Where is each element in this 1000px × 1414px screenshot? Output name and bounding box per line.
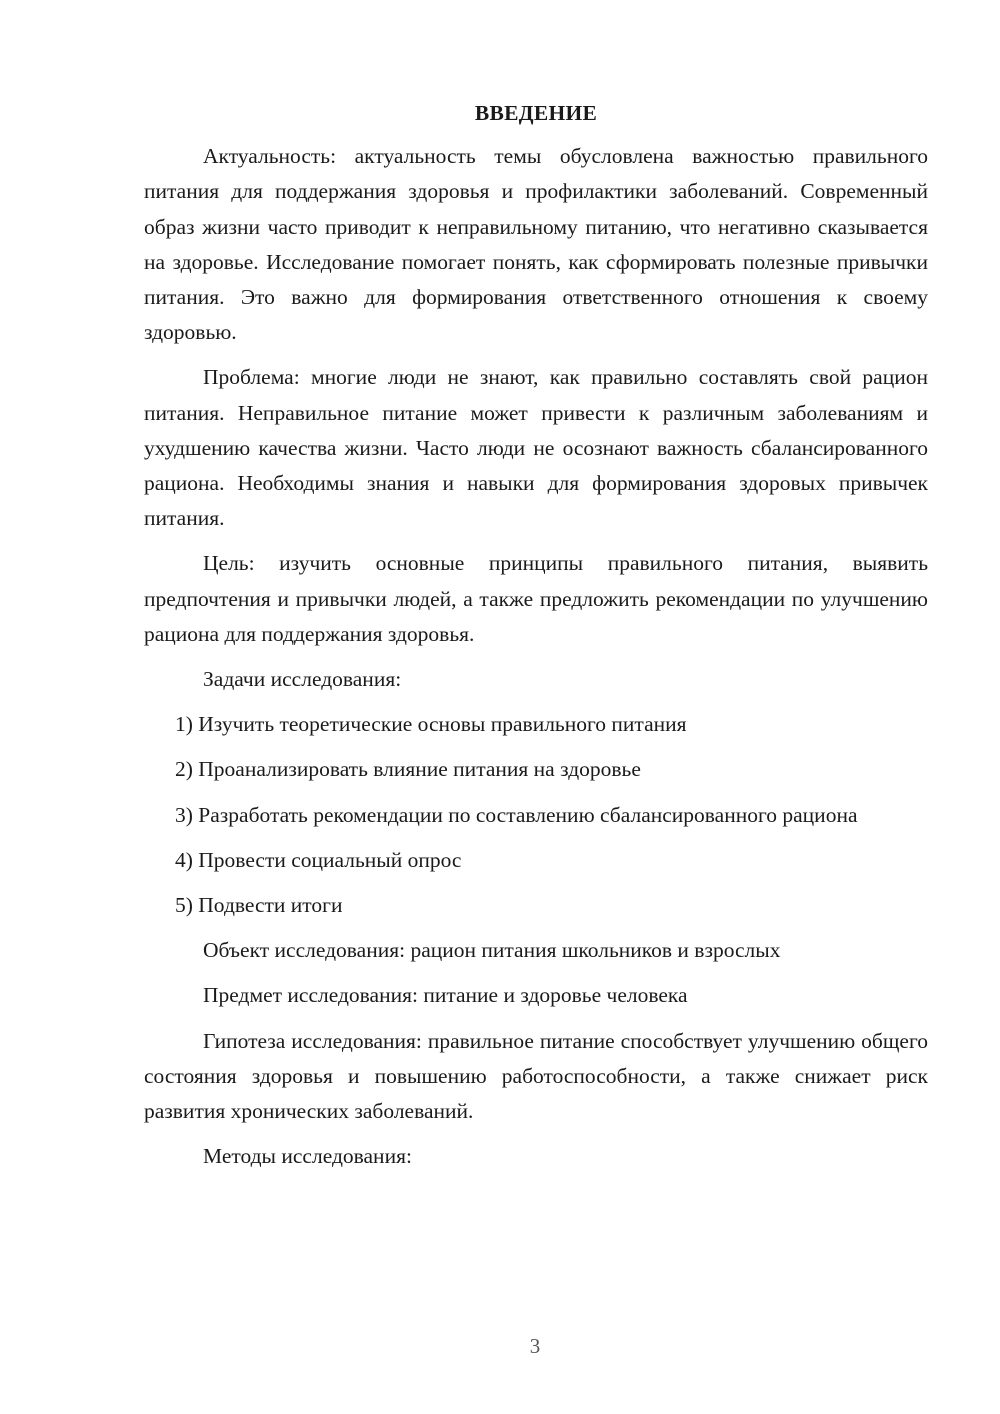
hypothesis-paragraph: Гипотеза исследования: правильное питание способствует улучшению общего состояния здоровья и повышению работоспособности, а также снижает риск развития хронических заболеваний.	[144, 1028, 928, 1124]
problem-paragraph: Проблема: многие люди не знают, как правильно составлять свой рацион питания. Неправильное питание может привести к различным заболеваниям и ухудшению качества жизни. Часто люди не осознают важность сбалансированного рациона. Необходимы знания и навыки для формирования здоровых привычек питания.	[144, 365, 928, 531]
task-item-5: 5) Подвести итоги	[175, 893, 343, 918]
task-item-4: 4) Провести социальный опрос	[175, 847, 462, 872]
page-content	[144, 96, 928, 1184]
relevance-paragraph: Актуальность: актуальность темы обусловлена важностью правильного питания для поддержания здоровья и профилактики заболеваний. Современный образ жизни часто приводит к неправильному питанию, что негативно сказывается на здоровье. Исследование помогает понять, как сформировать полезные привычки питания. Это важно для формирования ответственного отношения к своему здоровью.	[144, 144, 928, 345]
goal-paragraph: Цель: изучить основные принципы правильного питания, выявить предпочтения и привычки людей, а также предложить рекомендации по улучшению рациона для поддержания здоровья.	[144, 551, 928, 646]
page-number: 3	[529, 1334, 541, 1358]
object-paragraph: Объект исследования: рацион питания школьников и взрослых	[203, 938, 781, 963]
task-item-1: 1) Изучить теоретические основы правильного питания	[175, 712, 687, 737]
task-item-2: 2) Проанализировать влияние питания на здоровье	[175, 757, 641, 782]
tasks-heading: Задачи исследования:	[203, 667, 402, 692]
section-title: ВВЕДЕНИЕ	[474, 101, 598, 125]
methods-heading: Методы исследования:	[203, 1144, 412, 1169]
subject-paragraph: Предмет исследования: питание и здоровье человека	[203, 983, 688, 1008]
task-item-3: 3) Разработать рекомендации по составлению сбалансированного рациона	[175, 802, 858, 827]
